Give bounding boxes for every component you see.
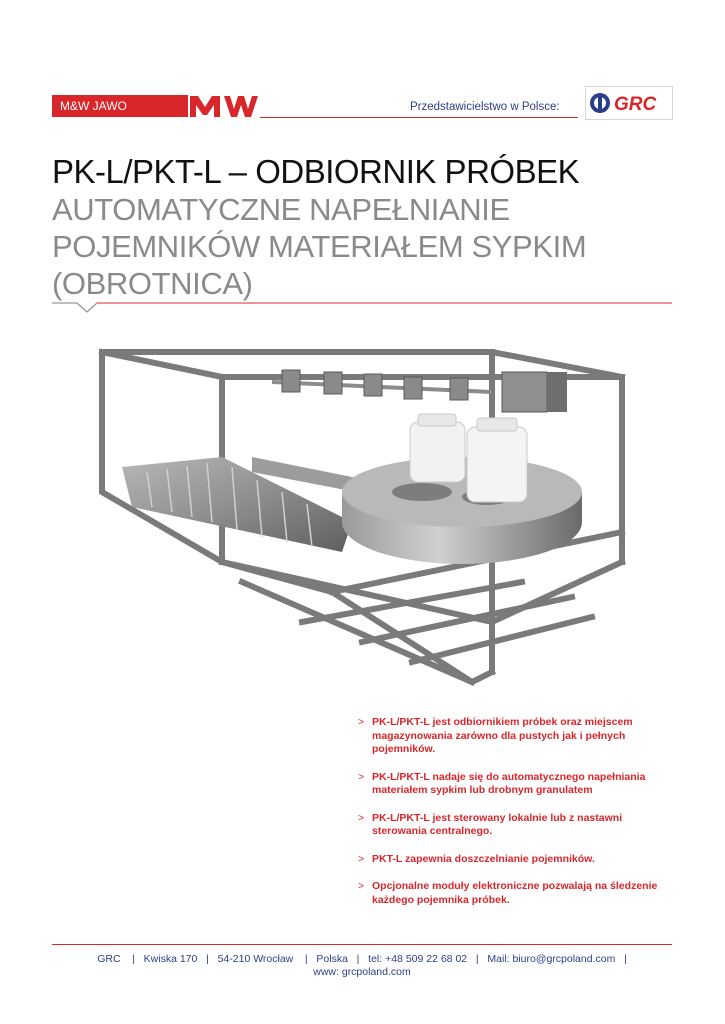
- chevron-right-icon: >: [358, 852, 365, 865]
- company-name: M&W JAWO: [60, 99, 127, 113]
- page-title: PK-L/PKT-L – ODBIORNIK PRÓBEK: [52, 153, 580, 190]
- brand-bar: [52, 95, 188, 117]
- product-photo: [92, 332, 632, 697]
- title-divider: [52, 301, 672, 315]
- subtitle-line-3: (OBROTNICA): [52, 266, 253, 301]
- representation-label: Przedstawicielstwo w Polsce:: [410, 101, 560, 113]
- chevron-right-icon: >: [358, 716, 365, 728]
- grc-logo: [585, 86, 673, 120]
- subtitle-line-1: AUTOMATYCZNE NAPEŁNIANIE: [52, 192, 510, 227]
- feature-list: [358, 716, 658, 921]
- subtitle-line-2: POJEMNIKÓW MATERIAŁEM SYPKIM: [52, 229, 587, 264]
- list-item: > PK-L/PKT-L jest sterowany lokalnie lub z nastawni sterowania centralnego.: [358, 811, 623, 837]
- footer: [52, 953, 672, 979]
- list-item: > PK-L/PKT-L nadaje się do automatycznego napełniania materiałem sypkim lub drobnym granulatem: [358, 770, 646, 796]
- svg-text:GRC: GRC: [614, 94, 657, 115]
- chevron-right-icon: >: [358, 811, 365, 824]
- list-item: > PK-L/PKT-L jest odbiornikiem próbek oraz miejscem magazynowania zarówno dla pustych jak i pełnych pojemników.: [358, 716, 633, 755]
- chevron-right-icon: >: [358, 880, 365, 892]
- list-item: > PKT-L zapewnia doszczelnianie pojemników.: [358, 852, 595, 865]
- chevron-right-icon: >: [358, 770, 365, 783]
- footer-contact-line: GRC | Kwiska 170 | 54-210 Wrocław | Polska | tel: +48 509 22 68 02 | Mail: biuro@grcpoland.com |: [97, 953, 627, 965]
- footer-website: www: grcpoland.com: [313, 966, 411, 978]
- mw-logo: [188, 93, 260, 119]
- footer-rule: [52, 944, 672, 945]
- list-item: > Opcjonalne moduły elektroniczne pozwalają na śledzenie każdego pojemnika próbek.: [358, 880, 658, 906]
